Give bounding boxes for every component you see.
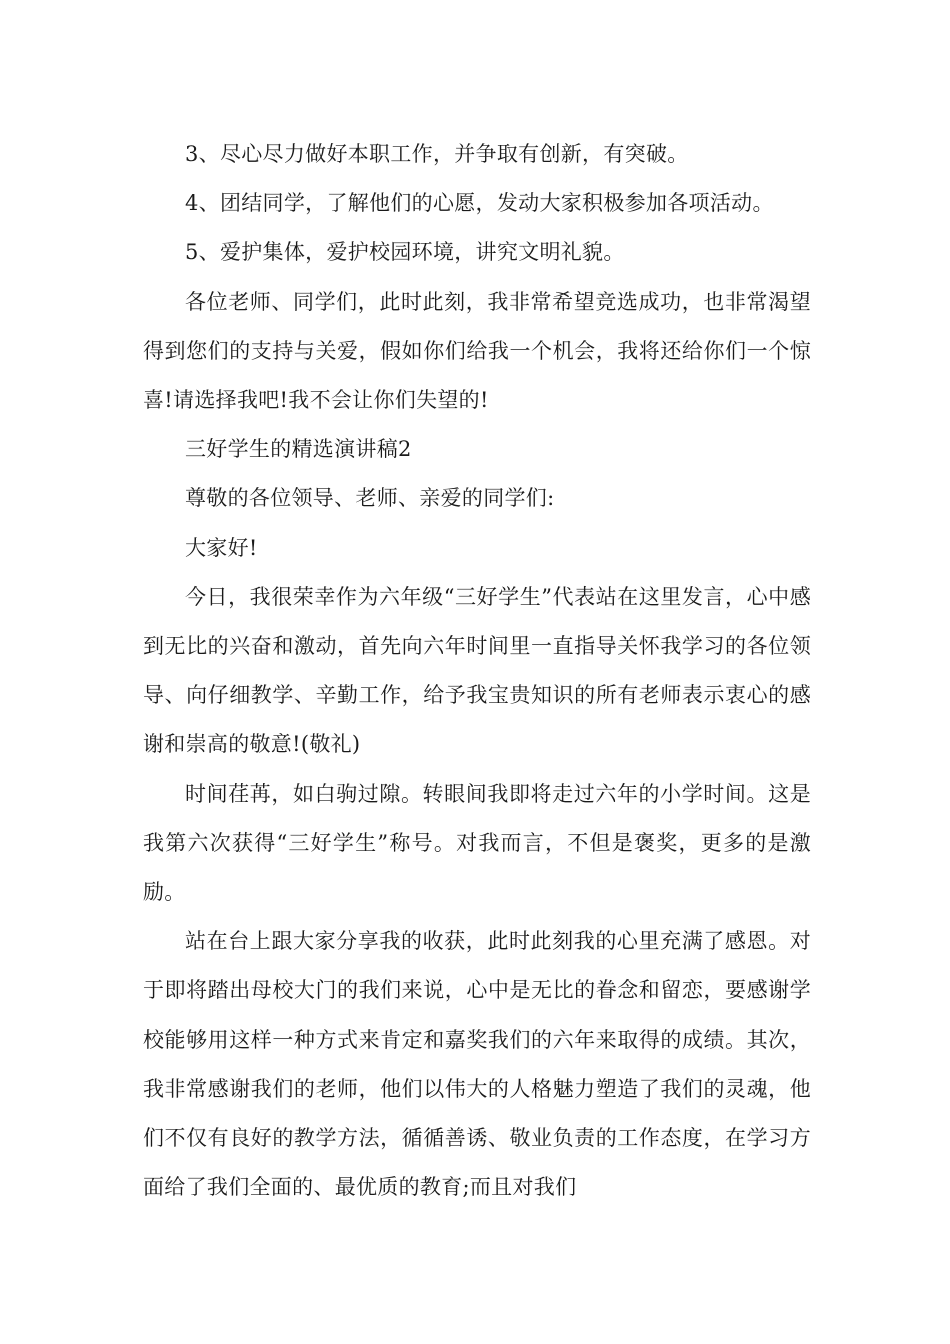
list-item-4: 4、团结同学，了解他们的心愿，发动大家积极参加各项活动。 bbox=[185, 191, 774, 216]
list-item-3: 3、尽心尽力做好本职工作，并争取有创新，有突破。 bbox=[185, 142, 689, 166]
section-title: 三好学生的精选演讲稿2 bbox=[185, 437, 412, 462]
greeting: 大家好! bbox=[185, 535, 258, 560]
body-paragraph: 今日，我很荣幸作为六年级“三好学生”代表站在这里发言，心中感到无比的兴奋和激动，首先向六年时间里一直指导关怀我学习的各位领导、向仔细教学、辛勤工作，给予我宝贵知识的所有老师表示衷心的感谢和崇高的敬意!(敬礼) bbox=[143, 584, 811, 757]
salutation: 尊敬的各位领导、老师、亲爱的同学们: bbox=[185, 486, 555, 511]
document-body bbox=[143, 130, 811, 1212]
closing-paragraph: 各位老师、同学们，此时此刻，我非常希望竞选成功，也非常渴望得到您们的支持与关爱，假如你们给我一个机会，我将还给你们一个惊喜!请选择我吧!我不会让你们失望的! bbox=[143, 289, 811, 413]
body-paragraph: 站在台上跟大家分享我的收获，此时此刻我的心里充满了感恩。对于即将踏出母校大门的我们来说，心中是无比的眷念和留恋，要感谢学校能够用这样一种方式来肯定和嘉奖我们的六年来取得的成绩。其次，我非常感谢我们的老师，他们以伟大的人格魅力塑造了我们的灵魂，他们不仅有良好的教学方法，循循善诱、敬业负责的工作态度，在学习方面给了我们全面的、最优质的教育;而且对我们 bbox=[143, 929, 811, 1200]
list-item-5: 5、爱护集体，爱护校园环境，讲究文明礼貌。 bbox=[185, 240, 625, 265]
body-paragraph: 时间荏苒，如白驹过隙。转眼间我即将走过六年的小学时间。这是我第六次获得“三好学生”称号。对我而言，不但是褒奖，更多的是激励。 bbox=[143, 781, 811, 905]
